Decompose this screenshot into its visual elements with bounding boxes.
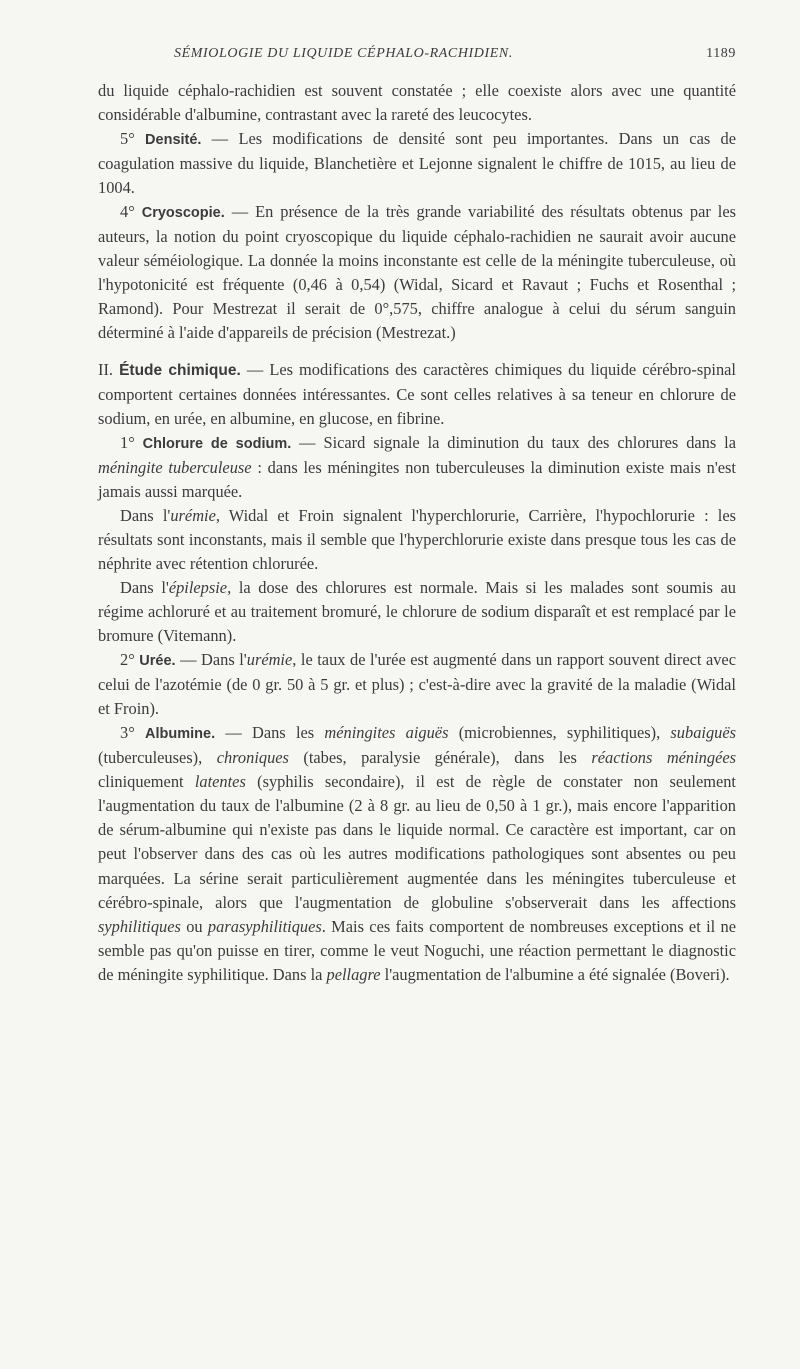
paragraph-albumine: 3° Albumine. — Dans les méningites aiguës (microbiennes, syphilitiques), subaiguës (tuberculeuses), chroniques (tabes, paralysie générale), dans les réactions méningées cliniquement latentes (syphilis secondaire), il est de règle de constater non seulement l'augmentation du taux de l'albumine (2 à 8 gr. au lieu de 0,50 à 1 gr.), mais encore l'apparition de sérum-albumine qui n'existe pas dans le liquide normal. Ce caractère est important, car on peut l'observer dans des cas où les autres modifications pathologiques sont absentes ou peu marquées. La sérine serait particulièrement augmentée dans les méningites tuberculeuse et cérébro-spinale, alors que l'augmentation de globuline s'observerait dans les affections syphilitiques ou parasyphilitiques. Mais ces faits comportent de nombreuses exceptions et il ne semble pas qu'on puisse en tirer, comme le veut Noguchi, une réaction permettant le diagnostic de méningite syphilitique. Dans la pellagre l'augmentation de l'albumine a été signalée (Boveri). xyxy=(98,723,736,984)
heading-cryoscopie: Cryoscopie. xyxy=(141,205,225,222)
heading-albumine: Albumine. xyxy=(145,726,216,743)
item-number: 3° xyxy=(120,723,146,743)
book-page xyxy=(98,46,736,987)
item-number: 5° xyxy=(120,129,146,149)
paragraph-chlorure: 1° Chlorure de sodium. — Sicard signale la diminution du taux des chlorures dans la méningite tuberculeuse : dans les méningites non tuberculeuses la diminution existe mais n'est jamais aussi marquée. xyxy=(98,432,736,501)
page-header xyxy=(98,46,736,66)
body-text xyxy=(98,79,736,987)
item-number: 4° xyxy=(120,202,142,222)
heading-etude-chimique: Étude chimique. xyxy=(119,361,241,379)
paragraph-uremie: Dans l'urémie, Widal et Froin signalent l'hyperchlorurie, Carrière, l'hypochlorurie : les résultats sont inconstants, mais il semble que l'hyperchlorurie existe dans presque tous les cas de néphrite avec rétention chlorurée. xyxy=(98,505,736,573)
running-title: SÉMIOLOGIE DU LIQUIDE CÉPHALO-RACHIDIEN. xyxy=(174,46,513,61)
paragraph-cryoscopie: 4° Cryoscopie. — En présence de la très grande variabilité des résultats obtenus par les auteurs, la notion du point cryoscopique du liquide céphalo-rachidien ne saurait avoir aucune valeur séméiologique. La donnée la moins inconstante est celle de la méningite tuberculeuse, où l'hypotonicité est fréquente (0,46 à 0,54) (Widal, Sicard et Ravaut ; Fuchs et Rosenthal ; Ramond). Pour Mestrezat il serait de 0°,575, chiffre analogue à celui du sérum sanguin déterminé à l'aide d'appareils de précision (Mestrezat.) xyxy=(98,202,736,343)
paragraph-densite: 5° Densité. — Les modifications de densité sont peu importantes. Dans un cas de coagulation massive du liquide, Blanchetière et Lejonne signalent le chiffre de 1015, au lieu de 1004. xyxy=(98,129,736,198)
section-number: II. xyxy=(98,359,120,379)
item-number: 2° xyxy=(120,650,140,670)
heading-uree: Urée. xyxy=(139,653,176,670)
heading-densite: Densité. xyxy=(145,132,202,149)
paragraph-epilepsie: Dans l'épilepsie, la dose des chlorures est normale. Mais si les malades sont soumis au régime achloruré et au traitement bromuré, le chlorure de sodium disparaît et est remplacé par le bromure (Vitemann). xyxy=(98,577,736,646)
paragraph-continuation: du liquide céphalo-rachidien est souvent constatée ; elle coexiste alors avec une quantité considérable d'albumine, contrastant avec la rareté des leucocytes. xyxy=(98,81,736,125)
page-number: 1189 xyxy=(706,46,736,61)
item-number: 1° xyxy=(120,432,143,452)
heading-chlorure: Chlorure de sodium. xyxy=(142,435,292,452)
paragraph-uree: 2° Urée. — Dans l'urémie, le taux de l'urée est augmenté dans un rapport souvent direct avec celui de l'azotémie (de 0 gr. 50 à 5 gr. et plus) ; c'est-à-dire avec la gravité de la maladie (Widal et Froin). xyxy=(98,650,736,719)
paragraph-etude-chimique: II. Étude chimique. — Les modifications des caractères chimiques du liquide cérébro-spinal comportent certaines données intéressantes. Ce sont celles relatives à sa teneur en chlorure de sodium, en urée, en albumine, en glucose, en fibrine. xyxy=(98,359,736,428)
